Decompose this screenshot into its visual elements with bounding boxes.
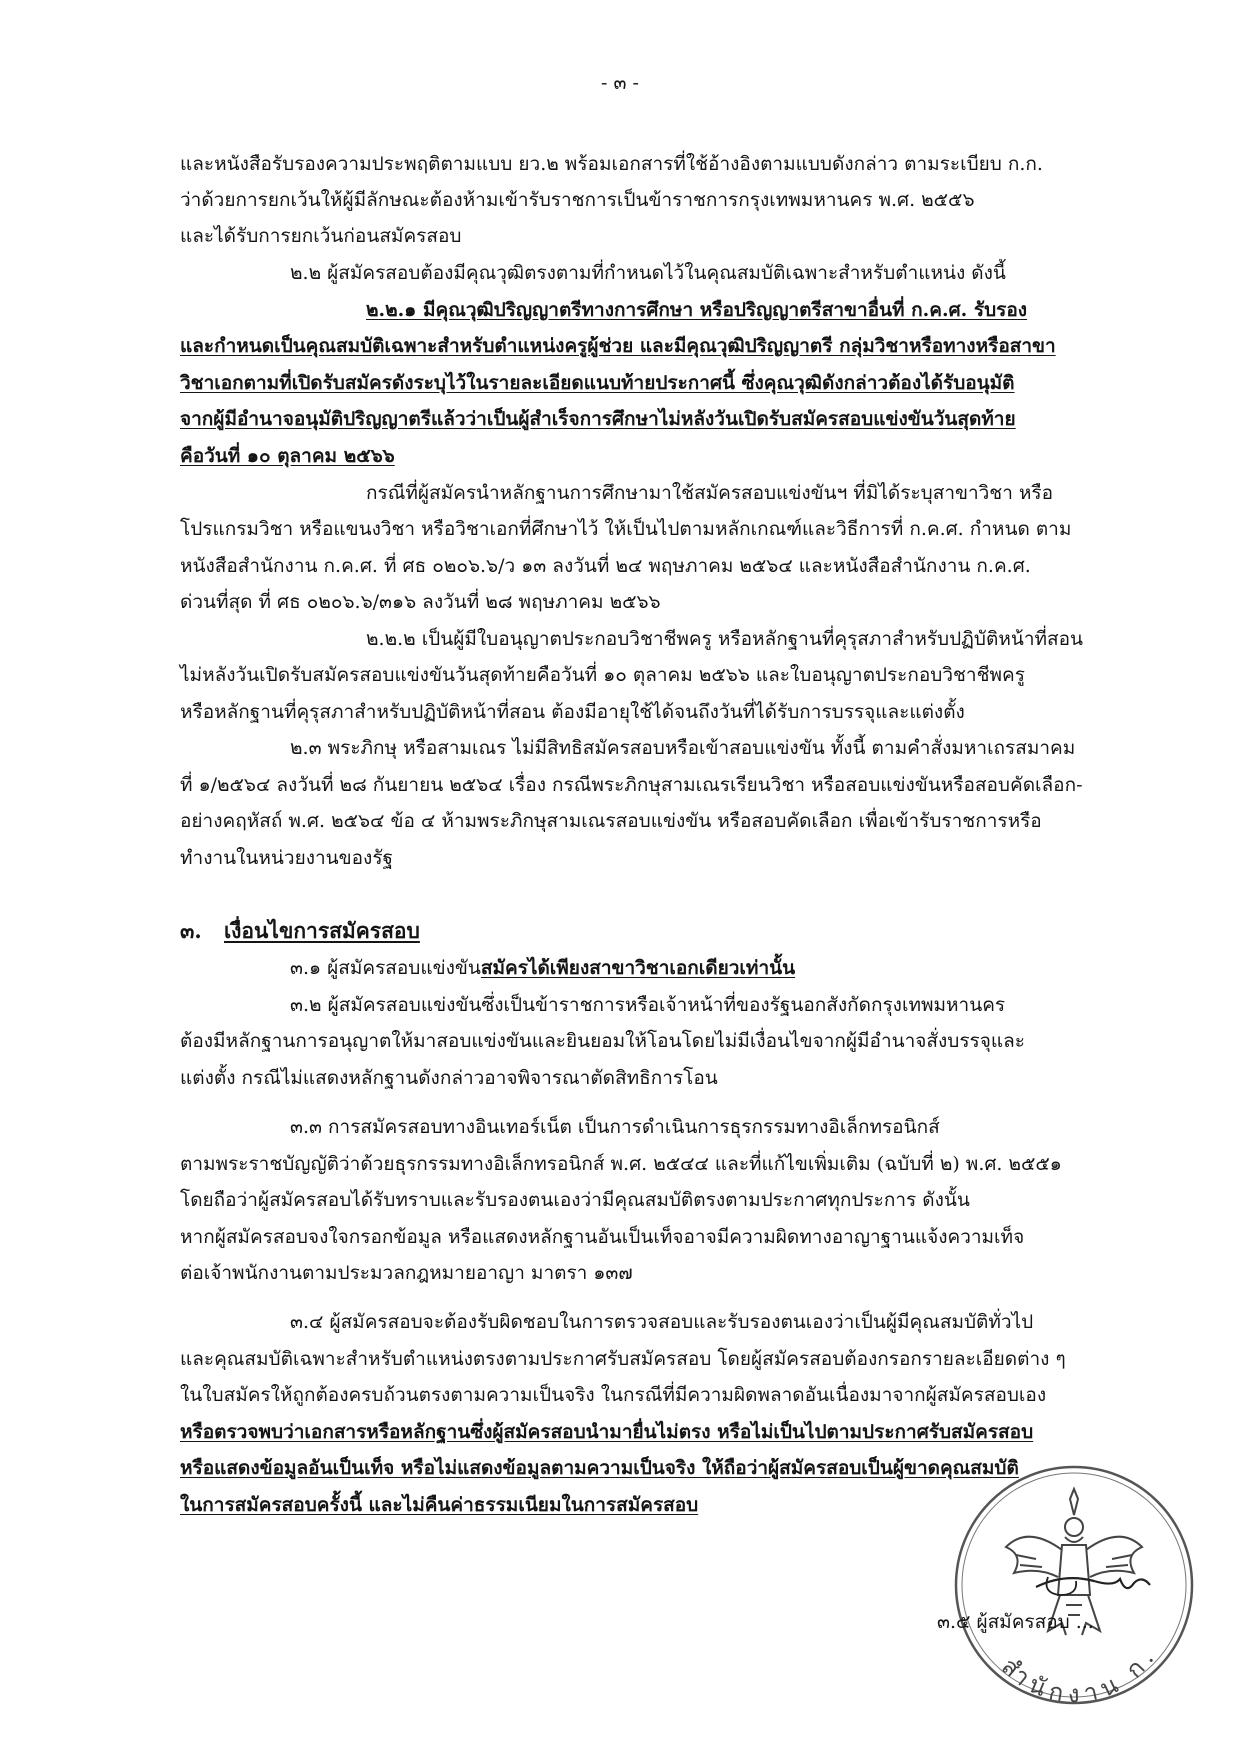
intro-line: และได้รับการยกเว้นก่อนสมัครสอบ: [180, 225, 462, 247]
clause-3-1: [290, 953, 795, 985]
clause-3-4-emphasis-line: หรือตรวจพบว่าเอกสารหรือหลักฐานซึ่งผู้สมัครสอบนำมายื่นไม่ตรง หรือไม่เป็นไปตามประกาศรับสมัครสอบ: [180, 1421, 1034, 1443]
case-paragraph-line: หนังสือสำนักงาน ก.ค.ศ. ที่ ศธ ๐๒๐๖.๖/ว ๑๓ ลงวันที่ ๒๔ พฤษภาคม ๒๕๖๔ และหนังสือสำนักงาน ก.ค.ศ.: [180, 555, 1031, 577]
seal-text: สำนักงาน ก.: [996, 1640, 1163, 1709]
clause-2-2-1-line: จากผู้มีอำนาจอนุมัติปริญญาตรีแล้วว่าเป็นผู้สำเร็จการศึกษาไม่หลังวันเปิดรับสมัครสอบแข่งขันวันสุดท้าย: [180, 408, 1016, 430]
clause-3-1-text: ๓.๑ ผู้สมัครสอบแข่งขัน: [290, 957, 481, 979]
clause-2-3-line: ๒.๓ พระภิกษุ หรือสามเณร ไม่มีสิทธิสมัครสอบหรือเข้าสอบแข่งขัน ทั้งนี้ ตามคำสั่งมหาเถรสมาคม: [290, 737, 1076, 759]
intro-line: ว่าด้วยการยกเว้นให้ผู้มีลักษณะต้องห้ามเข้ารับราชการเป็นข้าราชการกรุงเทพมหานคร พ.ศ. ๒๕๕๖: [180, 189, 975, 211]
clause-2-2-2-line: หรือหลักฐานที่คุรุสภาสำหรับปฏิบัติหน้าที่สอน ต้องมีอายุใช้ได้จนถึงวันที่ได้รับการบรรจุและแต่งตั้ง: [180, 701, 965, 723]
intro-line: และหนังสือรับรองความประพฤติตามแบบ ยว.๒ พร้อมเอกสารที่ใช้อ้างอิงตามแบบดังกล่าว ตามระเบียบ ก.ก.: [180, 153, 1043, 175]
case-paragraph-line: ด่วนที่สุด ที่ ศธ ๐๒๐๖.๖/๓๑๖ ลงวันที่ ๒๘ พฤษภาคม ๒๕๖๖: [180, 591, 661, 613]
clause-3-1-emphasis: สมัครได้เพียงสาขาวิชาเอกเดียวเท่านั้น: [480, 957, 796, 979]
clause-3-4-line: และคุณสมบัติเฉพาะสำหรับตำแหน่งตรงตามประกาศรับสมัครสอบ โดยผู้สมัครสอบต้องกรอกรายละเอียดต่าง ๆ: [180, 1348, 1066, 1370]
clause-2-2: ๒.๒ ผู้สมัครสอบต้องมีคุณวุฒิตรงตามที่กำหนดไว้ในคุณสมบัติเฉพาะสำหรับตำแหน่ง ดังนี้: [290, 262, 1006, 284]
clause-2-2-1-line: และกำหนดเป็นคุณสมบัติเฉพาะสำหรับตำแหน่งครูผู้ช่วย และมีคุณวุฒิปริญญาตรี กลุ่มวิชาหรือทางหรือสาขา: [180, 335, 1056, 357]
section-3-heading: [180, 916, 420, 948]
clause-3-4-emphasis-line: หรือแสดงข้อมูลอันเป็นเท็จ หรือไม่แสดงข้อมูลตามความเป็นจริง ให้ถือว่าผู้สมัครสอบเป็นผู้ขาดคุณสมบัติ: [180, 1457, 1019, 1479]
page-number: - ๓ -: [601, 72, 639, 94]
official-seal: [944, 1455, 1204, 1725]
clause-2-2-2-line: ๒.๒.๒ เป็นผู้มีใบอนุญาตประกอบวิชาชีพครู หรือหลักฐานที่คุรุสภาสำหรับปฏิบัติหน้าที่สอน: [366, 628, 1084, 650]
clause-3-4-line: ๓.๔ ผู้สมัครสอบจะต้องรับผิดชอบในการตรวจสอบและรับรองตนเองว่าเป็นผู้มีคุณสมบัติทั่วไป: [290, 1311, 1034, 1333]
clause-3-2-line: ๓.๒ ผู้สมัครสอบแข่งขันซึ่งเป็นข้าราชการหรือเจ้าหน้าที่ของรัฐนอกสังกัดกรุงเทพมหานคร: [290, 994, 1006, 1016]
clause-3-3-line: โดยถือว่าผู้สมัครสอบได้รับทราบและรับรองตนเองว่ามีคุณสมบัติตรงตามประกาศทุกประการ ดังนั้น: [180, 1189, 970, 1211]
clause-2-3-line: ทำงานในหน่วยงานของรัฐ: [180, 847, 394, 869]
clause-2-2-1-line: ๒.๒.๑ มีคุณวุฒิปริญญาตรีทางการศึกษา หรือปริญญาตรีสาขาอื่นที่ ก.ค.ศ. รับรอง: [366, 299, 1028, 321]
clause-3-2-line: แต่งตั้ง กรณีไม่แสดงหลักฐานดังกล่าวอาจพิจารณาตัดสิทธิการโอน: [180, 1067, 718, 1089]
clause-2-3-line: อย่างคฤหัสถ์ พ.ศ. ๒๕๖๔ ข้อ ๔ ห้ามพระภิกษุสามเณรสอบแข่งขัน หรือสอบคัดเลือก เพื่อเข้ารับราชการหรือ: [180, 810, 1042, 832]
clause-3-3-line: ๓.๓ การสมัครสอบทางอินเทอร์เน็ต เป็นการดำเนินการธุรกรรมทางอิเล็กทรอนิกส์: [290, 1116, 940, 1138]
clause-2-2-1-line: คือวันที่ ๑๐ ตุลาคม ๒๕๖๖: [180, 445, 395, 467]
case-paragraph-line: กรณีที่ผู้สมัครนำหลักฐานการศึกษามาใช้สมัครสอบแข่งขันฯ ที่มิได้ระบุสาขาวิชา หรือ: [366, 482, 1054, 504]
clause-3-2-line: ต้องมีหลักฐานการอนุญาตให้มาสอบแข่งขันและยินยอมให้โอนโดยไม่มีเงื่อนไขจากผู้มีอำนาจสั่งบรรจุและ: [180, 1030, 1025, 1052]
clause-3-3-line: ต่อเจ้าพนักงานตามประมวลกฎหมายอาญา มาตรา ๑๓๗: [180, 1262, 633, 1284]
case-paragraph-line: โปรแกรมวิชา หรือแขนงวิชา หรือวิชาเอกที่ศึกษาไว้ ให้เป็นไปตามหลักเกณฑ์และวิธีการที่ ก.ค.ศ. กำหนด ตาม: [180, 518, 1072, 540]
section-3-title: เงื่อนไขการสมัครสอบ: [224, 918, 420, 943]
garuda-seal-icon: [944, 1455, 1204, 1725]
continuation-marker: ๓.๕ ผู้สมัครสอบ ...: [937, 1611, 1094, 1633]
clause-3-3-line: ตามพระราชบัญญัติว่าด้วยธุรกรรมทางอิเล็กทรอนิกส์ พ.ศ. ๒๕๔๔ และที่แก้ไขเพิ่มเติม (ฉบับที่ ๒) พ.ศ. ๒๕๕๑: [180, 1153, 1062, 1175]
clause-2-3-line: ที่ ๑/๒๕๖๔ ลงวันที่ ๒๘ กันยายน ๒๕๖๔ เรื่อง กรณีพระภิกษุสามเณรเรียนวิชา หรือสอบแข่งขันหรือสอบคัดเลือก-: [180, 774, 1083, 796]
clause-2-2-2-line: ไม่หลังวันเปิดรับสมัครสอบแข่งขันวันสุดท้ายคือวันที่ ๑๐ ตุลาคม ๒๕๖๖ และใบอนุญาตประกอบวิชาชีพครู: [180, 664, 1025, 686]
clause-3-4-emphasis-line: ในการสมัครสอบครั้งนี้ และไม่คืนค่าธรรมเนียมในการสมัครสอบ: [180, 1494, 699, 1516]
clause-3-3-line: หากผู้สมัครสอบจงใจกรอกข้อมูล หรือแสดงหลักฐานอันเป็นเท็จอาจมีความผิดทางอาญาฐานแจ้งความเท็จ: [180, 1226, 1025, 1248]
section-3-number: ๓.: [180, 918, 202, 943]
clause-3-4-line: ในใบสมัครให้ถูกต้องครบถ้วนตรงตามความเป็นจริง ในกรณีที่มีความผิดพลาดอันเนื่องมาจากผู้สมัครสอบเอง: [180, 1384, 1047, 1406]
clause-2-2-1-line: วิชาเอกตามที่เปิดรับสมัครดังระบุไว้ในรายละเอียดแนบท้ายประกาศนี้ ซึ่งคุณวุฒิดังกล่าวต้องได้รับอนุมัติ: [180, 372, 1015, 394]
